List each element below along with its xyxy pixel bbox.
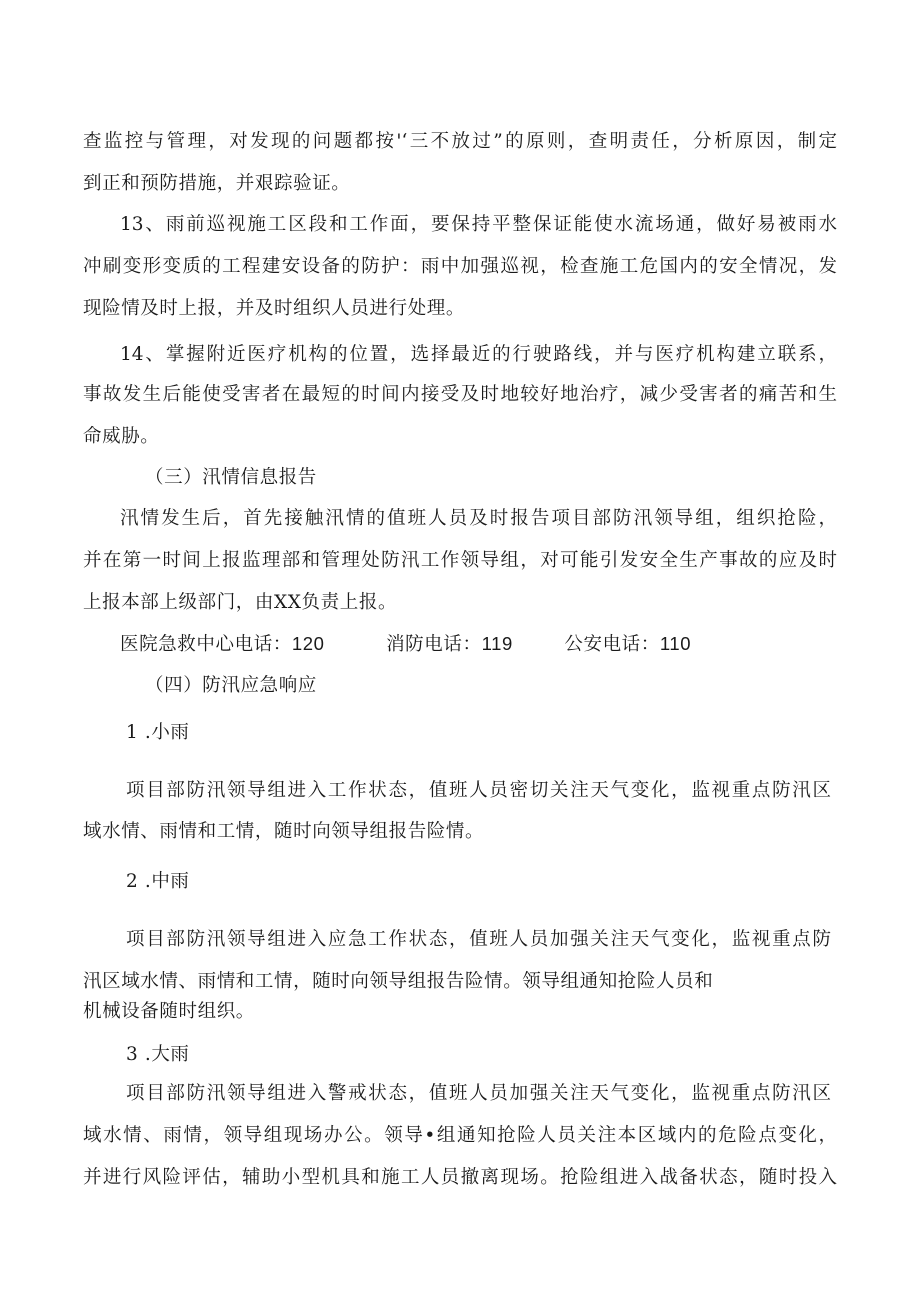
paragraph-line: 查监控与管理，对发现的问题都按'‘三不放过”的原则，查明责任，分析原因，制定 — [83, 131, 837, 152]
paragraph-line: 并进行风险评估，辅助小型机具和施工人员撤离现场。抢险组进入战备状态，随时投入 — [83, 1167, 837, 1188]
paragraph-line: 到正和预防措施，并艰踪验证。 — [83, 173, 351, 194]
paragraph-line: 机械设备随时组织。 — [83, 1001, 255, 1022]
police-phone: 公安电话：110 — [564, 633, 692, 654]
item-heading-heavy-rain: 3 .大雨 — [126, 1044, 190, 1065]
fire-phone: 消防电话：119 — [386, 633, 513, 654]
emergency-phones — [120, 632, 691, 656]
paragraph-line: 上报本部上级部门，由XX负责上报。 — [83, 592, 398, 613]
item-heading-moderate-rain: 2 .中雨 — [126, 871, 190, 892]
paragraph-line: 汛情发生后，首先接触汛情的值班人员及时报告项目部防汛领导组，组织抢险， — [120, 508, 837, 529]
item-14-line: 14、掌握附近医疗机构的位置，选择最近的行驶路线，并与医疗机构建立联系， — [120, 344, 837, 365]
item-13-line: 13、雨前巡视施工区段和工作面，要保持平整保证能使水流场通，做好易被雨水 — [120, 214, 837, 235]
paragraph-line: 项目部防汛领导组进入应急工作状态，值班人员加强关注天气变化，监视重点防 — [126, 929, 831, 950]
paragraph-line: 域水情、雨情，领导组现场办公。领导•组通知抢险人员关注本区域内的危险点变化， — [83, 1125, 837, 1146]
paragraph-line: 现险情及时上报，并及时组织人员进行处理。 — [83, 298, 466, 319]
paragraph-line: 项目部防汛领导组进入工作状态，值班人员密切关注天气变化，监视重点防汛区 — [126, 780, 831, 801]
paragraph-line: 项目部防汛领导组进入警戒状态，值班人员加强关注天气变化，监视重点防汛区 — [126, 1083, 831, 1104]
paragraph-line: 域水情、雨情和工情，随时向领导组报告险情。 — [83, 821, 485, 842]
section-heading-3: （三）汛情信息报告 — [145, 467, 317, 488]
section-heading-4: （四）防汛应急响应 — [145, 675, 317, 696]
hospital-phone: 医院急救中心电话：120 — [120, 633, 325, 654]
item-heading-light-rain: 1 .小雨 — [126, 722, 190, 743]
paragraph-line: 事故发生后能使受害者在最短的时间内接受及时地较好地治疗，减少受害者的痛苦和生 — [83, 384, 837, 405]
paragraph-line: 并在第一时间上报监理部和管理处防汛工作领导组，对可能引发安全生产事故的应及时 — [83, 550, 837, 571]
paragraph-line: 命威胁。 — [83, 426, 160, 447]
paragraph-line: 冲刷变形变质的工程建安设备的防护：雨中加强巡视，检查施工危国内的安全情况，发 — [83, 256, 837, 277]
paragraph-line: 汛区域水情、雨情和工情，随时向领导组报告险情。领导组通知抢险人员和 — [83, 971, 714, 992]
